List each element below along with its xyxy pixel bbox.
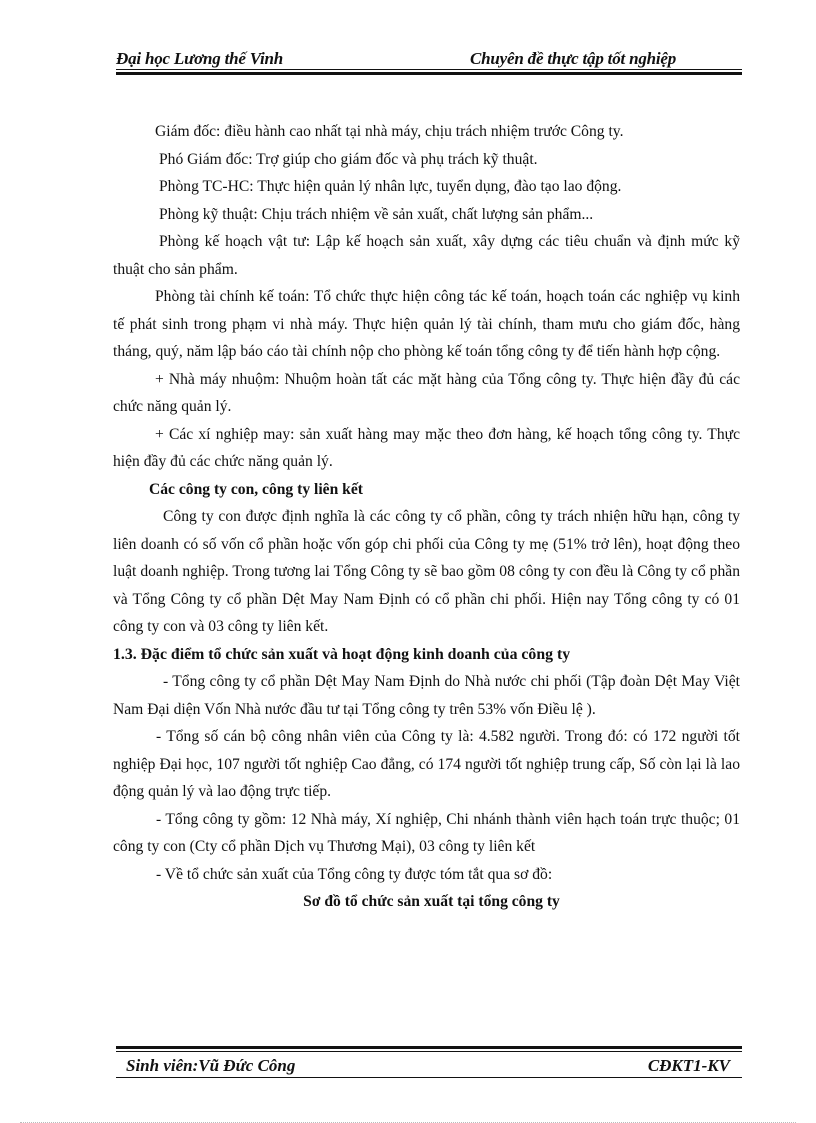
header-university: Đại học Lương thế Vinh — [116, 49, 284, 68]
paragraph-diagram-intro: - Về tổ chức sản xuất của Tổng công ty được tóm tắt qua sơ đồ: — [156, 865, 553, 883]
paragraph-employees: - Tổng số cán bộ công nhân viên của Công ty là: 4.582 người. Trong đó: có 172 người tốt nghiệp Đại học, 107 người tốt nghiệp Cao đẳng, có 174 người tốt nghiệp trung cấp, Số còn lại là lao động quản lý và lao động trực tiếp. — [113, 728, 740, 800]
paragraph-finance-department: Phòng tài chính kế toán: Tổ chức thực hiện công tác kế toán, hoạch toán các nghiệp vụ kinh tế phát sinh trong phạm vi nhà máy. Thực hiện quản lý tài chính, tham mưu cho giám đốc, hàng tháng, quý, năm lập báo cáo tài chính nộp cho phòng kế toán tổng công ty để tiến hành hợp cộng. — [113, 288, 740, 360]
subheading-subsidiaries: Các công ty con, công ty liên kết — [149, 480, 363, 498]
paragraph-structure: - Tổng công ty gồm: 12 Nhà máy, Xí nghiệp, Chi nhánh thành viên hạch toán trực thuộc; 01 công ty con (Cty cổ phần Dịch vụ Thương Mại), 03 công ty liên kết — [113, 810, 740, 855]
paragraph-subsidiaries: Công ty con được định nghĩa là các công ty cổ phần, công ty trách nhiện hữu hạn, công ty liên doanh có số vốn cổ phần hoặc vốn góp chi phối của Công ty mẹ (51% trở lên), hoạt động theo luật doanh nghiệp. Trong tương lai Tổng Công ty sẽ bao gồm 08 công ty con đều là Công ty cổ phần và Tổng Công ty cổ phần Dệt May Nam Định có cổ phần chi phối. Hiện nay Tổng công ty có 01 công ty con và 03 công ty liên kết. — [113, 508, 740, 635]
paragraph-director: Giám đốc: điều hành cao nhất tại nhà máy, chịu trách nhiệm trước Công ty. — [155, 123, 624, 140]
footer-class-code: CĐKT1-KV — [647, 1056, 730, 1075]
paragraph-technical-department: Phòng kỹ thuật: Chịu trách nhiệm về sản xuất, chất lượng sản phẩm... — [159, 205, 594, 223]
footer-rule-bottom — [116, 1077, 742, 1078]
page-body — [113, 118, 740, 916]
header-rule-thin — [116, 69, 742, 70]
paragraph-hr-department: Phòng TC-HC: Thực hiện quản lý nhân lực, tuyển dụng, đào tạo lao động. — [159, 178, 622, 195]
paragraph-planning-department: Phòng kế hoạch vật tư: Lập kế hoạch sản xuất, xây dựng các tiêu chuẩn và định mức kỹ thuật cho sản phẩm. — [113, 233, 740, 278]
footer-rule-thick — [116, 1046, 742, 1049]
page-header — [116, 48, 742, 70]
footer-student-name: Sinh viên:Vũ Đức Công — [126, 1056, 296, 1075]
header-rule-thick — [116, 72, 742, 75]
paragraph-dyeing-factory: + Nhà máy nhuộm: Nhuộm hoàn tất các mặt hàng của Tổng công ty. Thực hiện đầy đủ các chức năng quản lý. — [113, 370, 740, 415]
diagram-title: Sơ đồ tổ chức sản xuất tại tổng công ty — [303, 893, 560, 910]
paragraph-state-ownership: - Tổng công ty cổ phần Dệt May Nam Định do Nhà nước chi phối (Tập đoàn Dệt May Việt Nam Đại diện Vốn Nhà nước đầu tư tại Tổng công ty trên 53% vốn Điều lệ ). — [113, 673, 740, 718]
header-report-title: Chuyên đề thực tập tốt nghiệp — [470, 49, 677, 68]
paragraph-garment-factories: + Các xí nghiệp may: sản xuất hàng may mặc theo đơn hàng, kế hoạch tổng công ty. Thực hiện đầy đủ các chức năng quản lý. — [113, 425, 740, 470]
page-footer — [116, 1055, 742, 1077]
footer-rule-thin — [116, 1051, 742, 1052]
paragraph-deputy-director: Phó Giám đốc: Trợ giúp cho giám đốc và phụ trách kỹ thuật. — [159, 150, 538, 168]
section-heading-1-3: 1.3. Đặc điểm tổ chức sản xuất và hoạt động kinh doanh của công ty — [113, 645, 571, 663]
